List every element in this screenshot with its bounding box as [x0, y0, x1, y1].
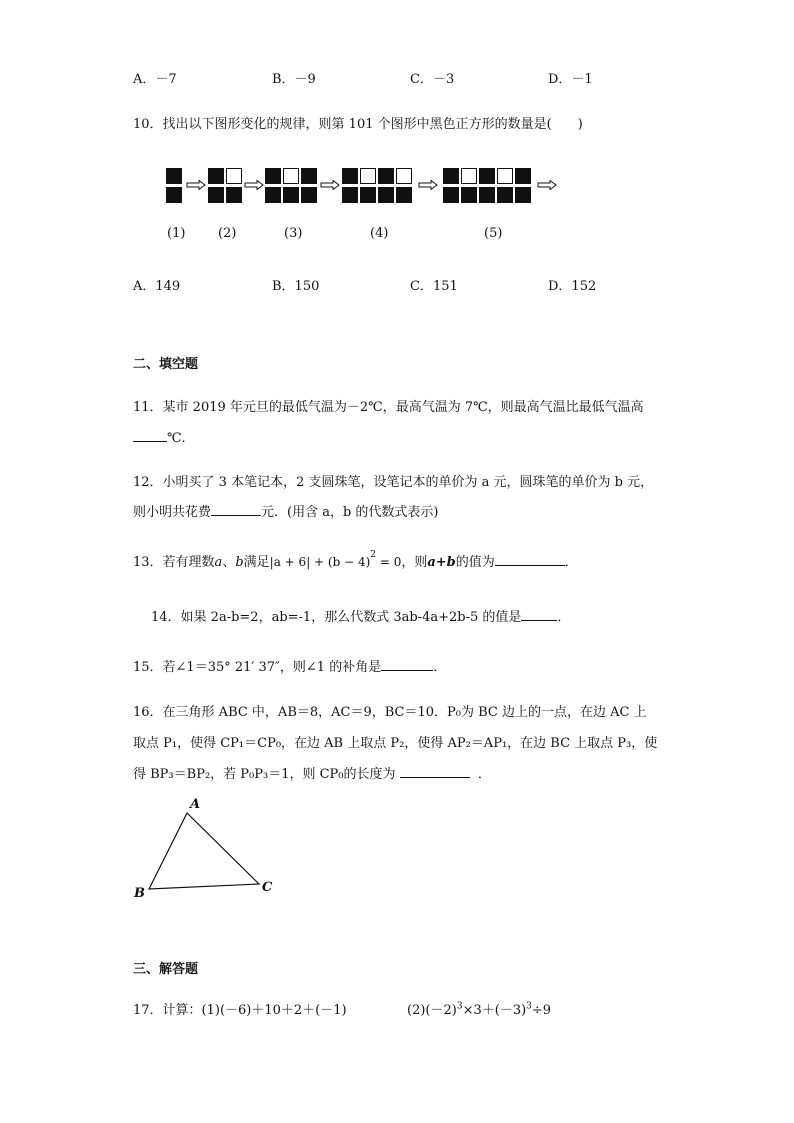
- q13-exponent: 2: [370, 549, 377, 560]
- q10-question: 10．找出以下图形变化的规律，则第 101 个图形中黑色正方形的数量是( ): [133, 117, 583, 132]
- figure-label-2: (2): [218, 226, 237, 241]
- q10-option-d: D．152: [548, 279, 597, 294]
- black-square: [515, 168, 531, 184]
- q17-part2: [407, 999, 551, 1018]
- q17-part2-a: (2)(－2): [407, 1003, 457, 1018]
- q17-part2-c: ÷9: [531, 1003, 552, 1018]
- black-square: [301, 168, 317, 184]
- q10-option-a: A．149: [133, 279, 181, 294]
- q12-line1: 12．小明买了 3 本笔记本，2 支圆珠笔，设笔记本的单价为 a 元，圆珠笔的单价为 b 元，: [133, 475, 654, 490]
- var-a: a: [214, 555, 223, 570]
- vertex-a-label: A: [190, 797, 201, 812]
- arrow-icon: [418, 180, 438, 190]
- figure-label-5: (5): [484, 226, 503, 241]
- q17-part1: 17．计算：(1)(－6)＋10＋2＋(－1): [133, 1003, 347, 1018]
- q14-question: [151, 606, 570, 625]
- q13-then: ，则: [401, 555, 428, 570]
- var-b: b: [235, 555, 244, 570]
- q11-unit: ℃．: [167, 431, 195, 446]
- q14-end: ．: [557, 610, 571, 625]
- black-square: [396, 187, 412, 203]
- q16-line3-prefix: 得 BP₃＝BP₂，若 P₀P₃＝1，则 CP₀的长度为: [133, 767, 396, 782]
- answer-blank[interactable]: [133, 429, 167, 442]
- q12-prefix: 则小明共花费: [133, 505, 212, 520]
- black-square: [479, 168, 495, 184]
- vertex-c-label: C: [262, 880, 273, 895]
- q10-option-b: B．150: [272, 279, 320, 294]
- arrow-icon: [186, 180, 206, 190]
- black-square: [342, 187, 358, 203]
- answer-blank[interactable]: [400, 765, 470, 778]
- black-square: [378, 168, 394, 184]
- white-square: [396, 168, 412, 184]
- triangle-abc-figure: [125, 795, 285, 910]
- black-square: [497, 187, 513, 203]
- black-square: [226, 187, 242, 203]
- q11-line2: [133, 427, 195, 446]
- q9-option-d: D．－1: [548, 72, 593, 87]
- q13-prefix: 13．若有理数: [133, 555, 215, 570]
- black-square: [208, 168, 224, 184]
- black-square: [515, 187, 531, 203]
- section-heading-solve: 三、解答题: [133, 962, 199, 977]
- q9-option-b: B．－9: [272, 72, 316, 87]
- q12-line2: [133, 501, 439, 520]
- q17-part2-b: ×3＋(－3): [462, 1003, 527, 1018]
- arrow-icon: [320, 180, 340, 190]
- q13-suffix: 的值为: [455, 555, 495, 570]
- answer-blank[interactable]: [381, 658, 433, 671]
- q10-option-c: C．151: [410, 279, 458, 294]
- white-square: [283, 168, 299, 184]
- q13-equals: = 0: [376, 555, 402, 569]
- black-square: [378, 187, 394, 203]
- q12-suffix: 元．(用含 a，b 的代数式表示): [261, 505, 439, 520]
- black-square: [265, 187, 281, 203]
- black-square: [166, 168, 182, 184]
- q13-expression: |a + 6| + (b − 4): [269, 555, 371, 569]
- q13-question: [133, 551, 578, 570]
- black-square: [461, 187, 477, 203]
- white-square: [461, 168, 477, 184]
- black-square: [360, 187, 376, 203]
- q16-line1: 16．在三角形 ABC 中，AB＝8，AC＝9，BC＝10．P₀为 BC 边上的一点，在边 AC 上: [133, 705, 647, 720]
- q13-sum: a+b: [427, 555, 456, 570]
- figure-label-3: (3): [284, 226, 303, 241]
- q17-exp1: 3: [456, 1001, 463, 1012]
- q15-end: ．: [433, 660, 447, 675]
- section-heading-fill-in: 二、填空题: [133, 357, 199, 372]
- figure-label-1: (1): [167, 226, 186, 241]
- arrow-icon: [244, 180, 264, 190]
- black-square: [479, 187, 495, 203]
- q10-pattern-figure: [0, 0, 794, 220]
- q14-text: 14．如果 2a-b=2，ab=-1，那么代数式 3ab-4a+2b-5 的值是: [151, 610, 522, 625]
- q13-sep: 、: [222, 555, 236, 570]
- q11-line1: 11．某市 2019 年元旦的最低气温为－2℃，最高气温为 7℃，则最高气温比最低气温高: [133, 400, 644, 415]
- q13-end: ．: [564, 555, 578, 570]
- white-square: [226, 168, 242, 184]
- black-square: [265, 168, 281, 184]
- q9-option-c: C．－3: [410, 72, 455, 87]
- q13-mid: 满足: [243, 555, 270, 570]
- answer-blank[interactable]: [211, 503, 261, 516]
- answer-blank[interactable]: [495, 553, 565, 566]
- arrow-icon: [537, 180, 557, 190]
- figure-label-4: (4): [370, 226, 389, 241]
- q17-exp2: 3: [526, 1001, 532, 1012]
- white-square: [497, 168, 513, 184]
- white-square: [360, 168, 376, 184]
- answer-blank[interactable]: [521, 608, 557, 621]
- q9-option-a: A．－7: [133, 72, 177, 87]
- black-square: [301, 187, 317, 203]
- q16-end: ．: [477, 767, 491, 782]
- vertex-b-label: B: [134, 886, 145, 901]
- q15-text: 15．若∠1＝35° 21′ 37″，则∠1 的补角是: [133, 660, 382, 675]
- q15-question: [133, 656, 446, 675]
- black-square: [283, 187, 299, 203]
- black-square: [443, 168, 459, 184]
- black-square: [443, 187, 459, 203]
- black-square: [342, 168, 358, 184]
- black-square: [166, 187, 182, 203]
- black-square: [208, 187, 224, 203]
- q16-line3: [133, 763, 491, 782]
- q16-line2: 取点 P₁，使得 CP₁＝CP₀，在边 AB 上取点 P₂，使得 AP₂＝AP₁，在边 BC 上取点 P₃，使: [133, 736, 658, 751]
